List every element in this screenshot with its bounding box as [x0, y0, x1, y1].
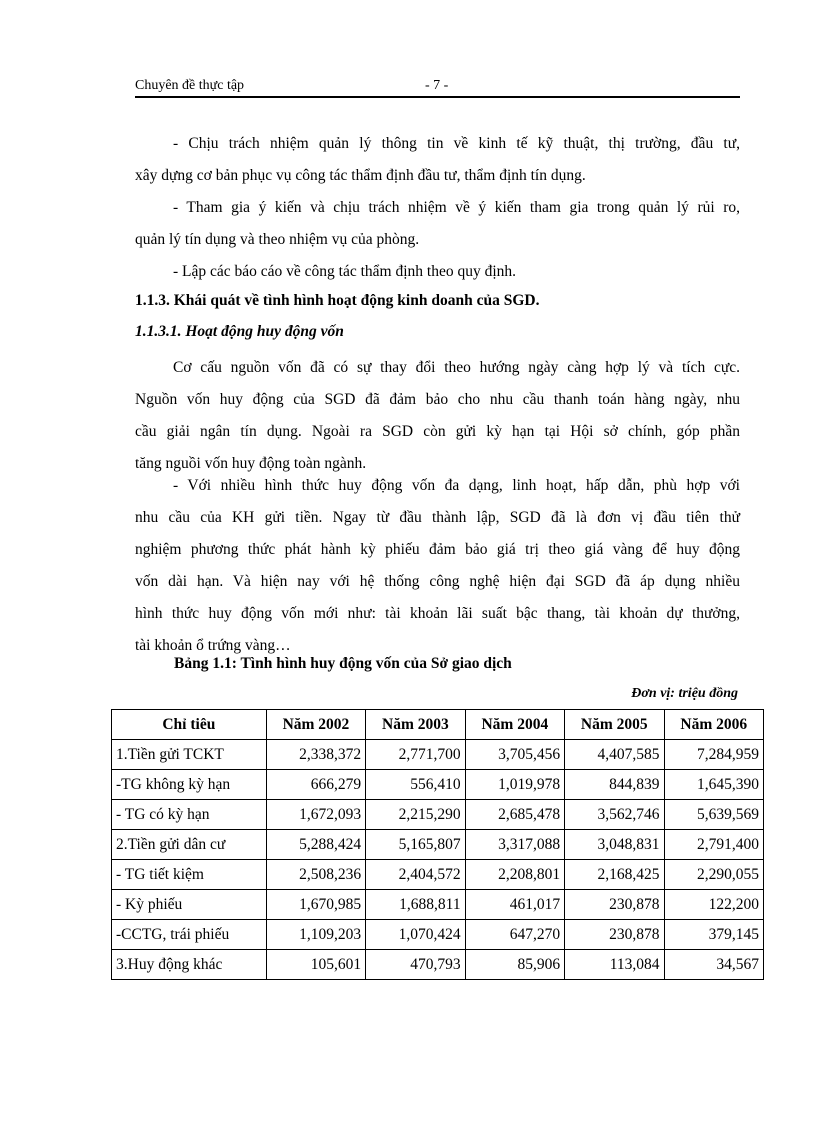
value-cell: 1,688,811: [366, 890, 465, 920]
table-row: [112, 800, 764, 830]
column-header: Năm 2003: [366, 710, 465, 740]
value-cell: 1,645,390: [664, 770, 763, 800]
table-row: [112, 890, 764, 920]
text-line: - Lập các báo cáo về công tác thẩm định theo quy định.: [173, 263, 517, 280]
value-cell: 4,407,585: [565, 740, 664, 770]
text-line: xây dựng cơ bản phục vụ công tác thẩm định đầu tư, thẩm định tín dụng.: [135, 167, 586, 184]
value-cell: 2,791,400: [664, 830, 763, 860]
value-cell: 1,672,093: [266, 800, 365, 830]
value-cell: 5,165,807: [366, 830, 465, 860]
text-line: vốn dài hạn. Và hiện nay với hệ thống công nghệ hiện đại SGD đã áp dụng nhiều: [135, 573, 740, 590]
table-unit: Đơn vị: triệu đồng: [631, 686, 738, 701]
text-line: cầu giải ngân tín dụng. Ngoài ra SGD còn gửi kỳ hạn tại Hội sở chính, góp phần: [135, 423, 740, 440]
column-header: Năm 2005: [565, 710, 664, 740]
value-cell: 5,639,569: [664, 800, 763, 830]
value-cell: 1,670,985: [266, 890, 365, 920]
table-row: [112, 860, 764, 890]
value-cell: 5,288,424: [266, 830, 365, 860]
value-cell: 34,567: [664, 950, 763, 980]
value-cell: 461,017: [465, 890, 564, 920]
row-label-cell: - Kỳ phiếu: [112, 890, 267, 920]
body-paragraph-2: [135, 470, 740, 662]
text-line: - Với nhiều hình thức huy động vốn đa dạng, linh hoạt, hấp dẫn, phù hợp với: [173, 477, 740, 494]
value-cell: 556,410: [366, 770, 465, 800]
row-label-cell: 2.Tiền gửi dân cư: [112, 830, 267, 860]
column-header: Năm 2004: [465, 710, 564, 740]
value-cell: 470,793: [366, 950, 465, 980]
value-cell: 2,168,425: [565, 860, 664, 890]
page-number: - 7 -: [425, 78, 449, 93]
subsection-heading: 1.1.3.1. Hoạt động huy động vốn: [135, 323, 344, 340]
text-line: nhu cầu của KH gửi tiền. Ngay từ đầu thành lập, SGD đã là đơn vị đầu tiên thử: [135, 509, 740, 526]
capital-mobilization-table: [111, 709, 764, 980]
value-cell: 230,878: [565, 920, 664, 950]
value-cell: 122,200: [664, 890, 763, 920]
column-header: Chỉ tiêu: [112, 710, 267, 740]
value-cell: 379,145: [664, 920, 763, 950]
table-caption: Bảng 1.1: Tình hình huy động vốn của Sở giao dịch: [174, 655, 512, 672]
table-row: [112, 950, 764, 980]
value-cell: 85,906: [465, 950, 564, 980]
section-heading: 1.1.3. Khái quát về tình hình hoạt động kinh doanh của SGD.: [135, 292, 540, 309]
text-line: - Chịu trách nhiệm quản lý thông tin về kinh tế kỹ thuật, thị trường, đầu tư,: [173, 135, 740, 152]
bullet-paragraph-2: [135, 192, 740, 256]
value-cell: 2,215,290: [366, 800, 465, 830]
row-label-cell: -TG không kỳ hạn: [112, 770, 267, 800]
value-cell: 230,878: [565, 890, 664, 920]
row-label-cell: - TG có kỳ hạn: [112, 800, 267, 830]
value-cell: 844,839: [565, 770, 664, 800]
value-cell: 3,048,831: [565, 830, 664, 860]
value-cell: 647,270: [465, 920, 564, 950]
table-row: [112, 770, 764, 800]
text-line: quản lý tín dụng và theo nhiệm vụ của phòng.: [135, 231, 420, 248]
value-cell: 3,317,088: [465, 830, 564, 860]
table-row: [112, 830, 764, 860]
value-cell: 2,208,801: [465, 860, 564, 890]
table-row: [112, 920, 764, 950]
value-cell: 2,508,236: [266, 860, 365, 890]
text-line: tăng nguồi vốn huy động toàn ngành.: [135, 455, 367, 472]
value-cell: 666,279: [266, 770, 365, 800]
row-label-cell: - TG tiết kiệm: [112, 860, 267, 890]
table-row: [112, 740, 764, 770]
header-title: Chuyên đề thực tập: [135, 78, 245, 93]
value-cell: 2,290,055: [664, 860, 763, 890]
page-header: [135, 76, 740, 98]
table-body: [112, 740, 764, 980]
value-cell: 1,019,978: [465, 770, 564, 800]
row-label-cell: 3.Huy động khác: [112, 950, 267, 980]
text-line: Cơ cấu nguồn vốn đã có sự thay đổi theo hướng ngày càng hợp lý và tích cực.: [173, 359, 740, 376]
text-line: Nguồn vốn huy động của SGD đã đảm bảo cho nhu cầu thanh toán hàng ngày, nhu: [135, 391, 740, 408]
value-cell: 3,562,746: [565, 800, 664, 830]
value-cell: 7,284,959: [664, 740, 763, 770]
value-cell: 1,070,424: [366, 920, 465, 950]
table-header-row: [112, 710, 764, 740]
value-cell: 2,404,572: [366, 860, 465, 890]
text-line: - Tham gia ý kiến và chịu trách nhiệm về ý kiến tham gia trong quản lý rủi ro,: [173, 199, 740, 216]
value-cell: 113,084: [565, 950, 664, 980]
bullet-paragraph-3: [135, 256, 740, 288]
text-line: tài khoản ổ trứng vàng…: [135, 637, 291, 654]
text-line: hình thức huy động vốn mới như: tài khoản lãi suất bậc thang, tài khoản dự thưởng,: [135, 605, 740, 622]
column-header: Năm 2002: [266, 710, 365, 740]
bullet-paragraph-1: [135, 128, 740, 192]
row-label-cell: -CCTG, trái phiếu: [112, 920, 267, 950]
value-cell: 3,705,456: [465, 740, 564, 770]
value-cell: 105,601: [266, 950, 365, 980]
value-cell: 2,338,372: [266, 740, 365, 770]
column-header: Năm 2006: [664, 710, 763, 740]
value-cell: 2,685,478: [465, 800, 564, 830]
body-paragraph-1: [135, 352, 740, 480]
value-cell: 2,771,700: [366, 740, 465, 770]
value-cell: 1,109,203: [266, 920, 365, 950]
text-line: nghiệm phương thức phát hành kỳ phiếu đảm bảo giá trị theo giá vàng để huy động: [135, 541, 740, 558]
row-label-cell: 1.Tiền gửi TCKT: [112, 740, 267, 770]
